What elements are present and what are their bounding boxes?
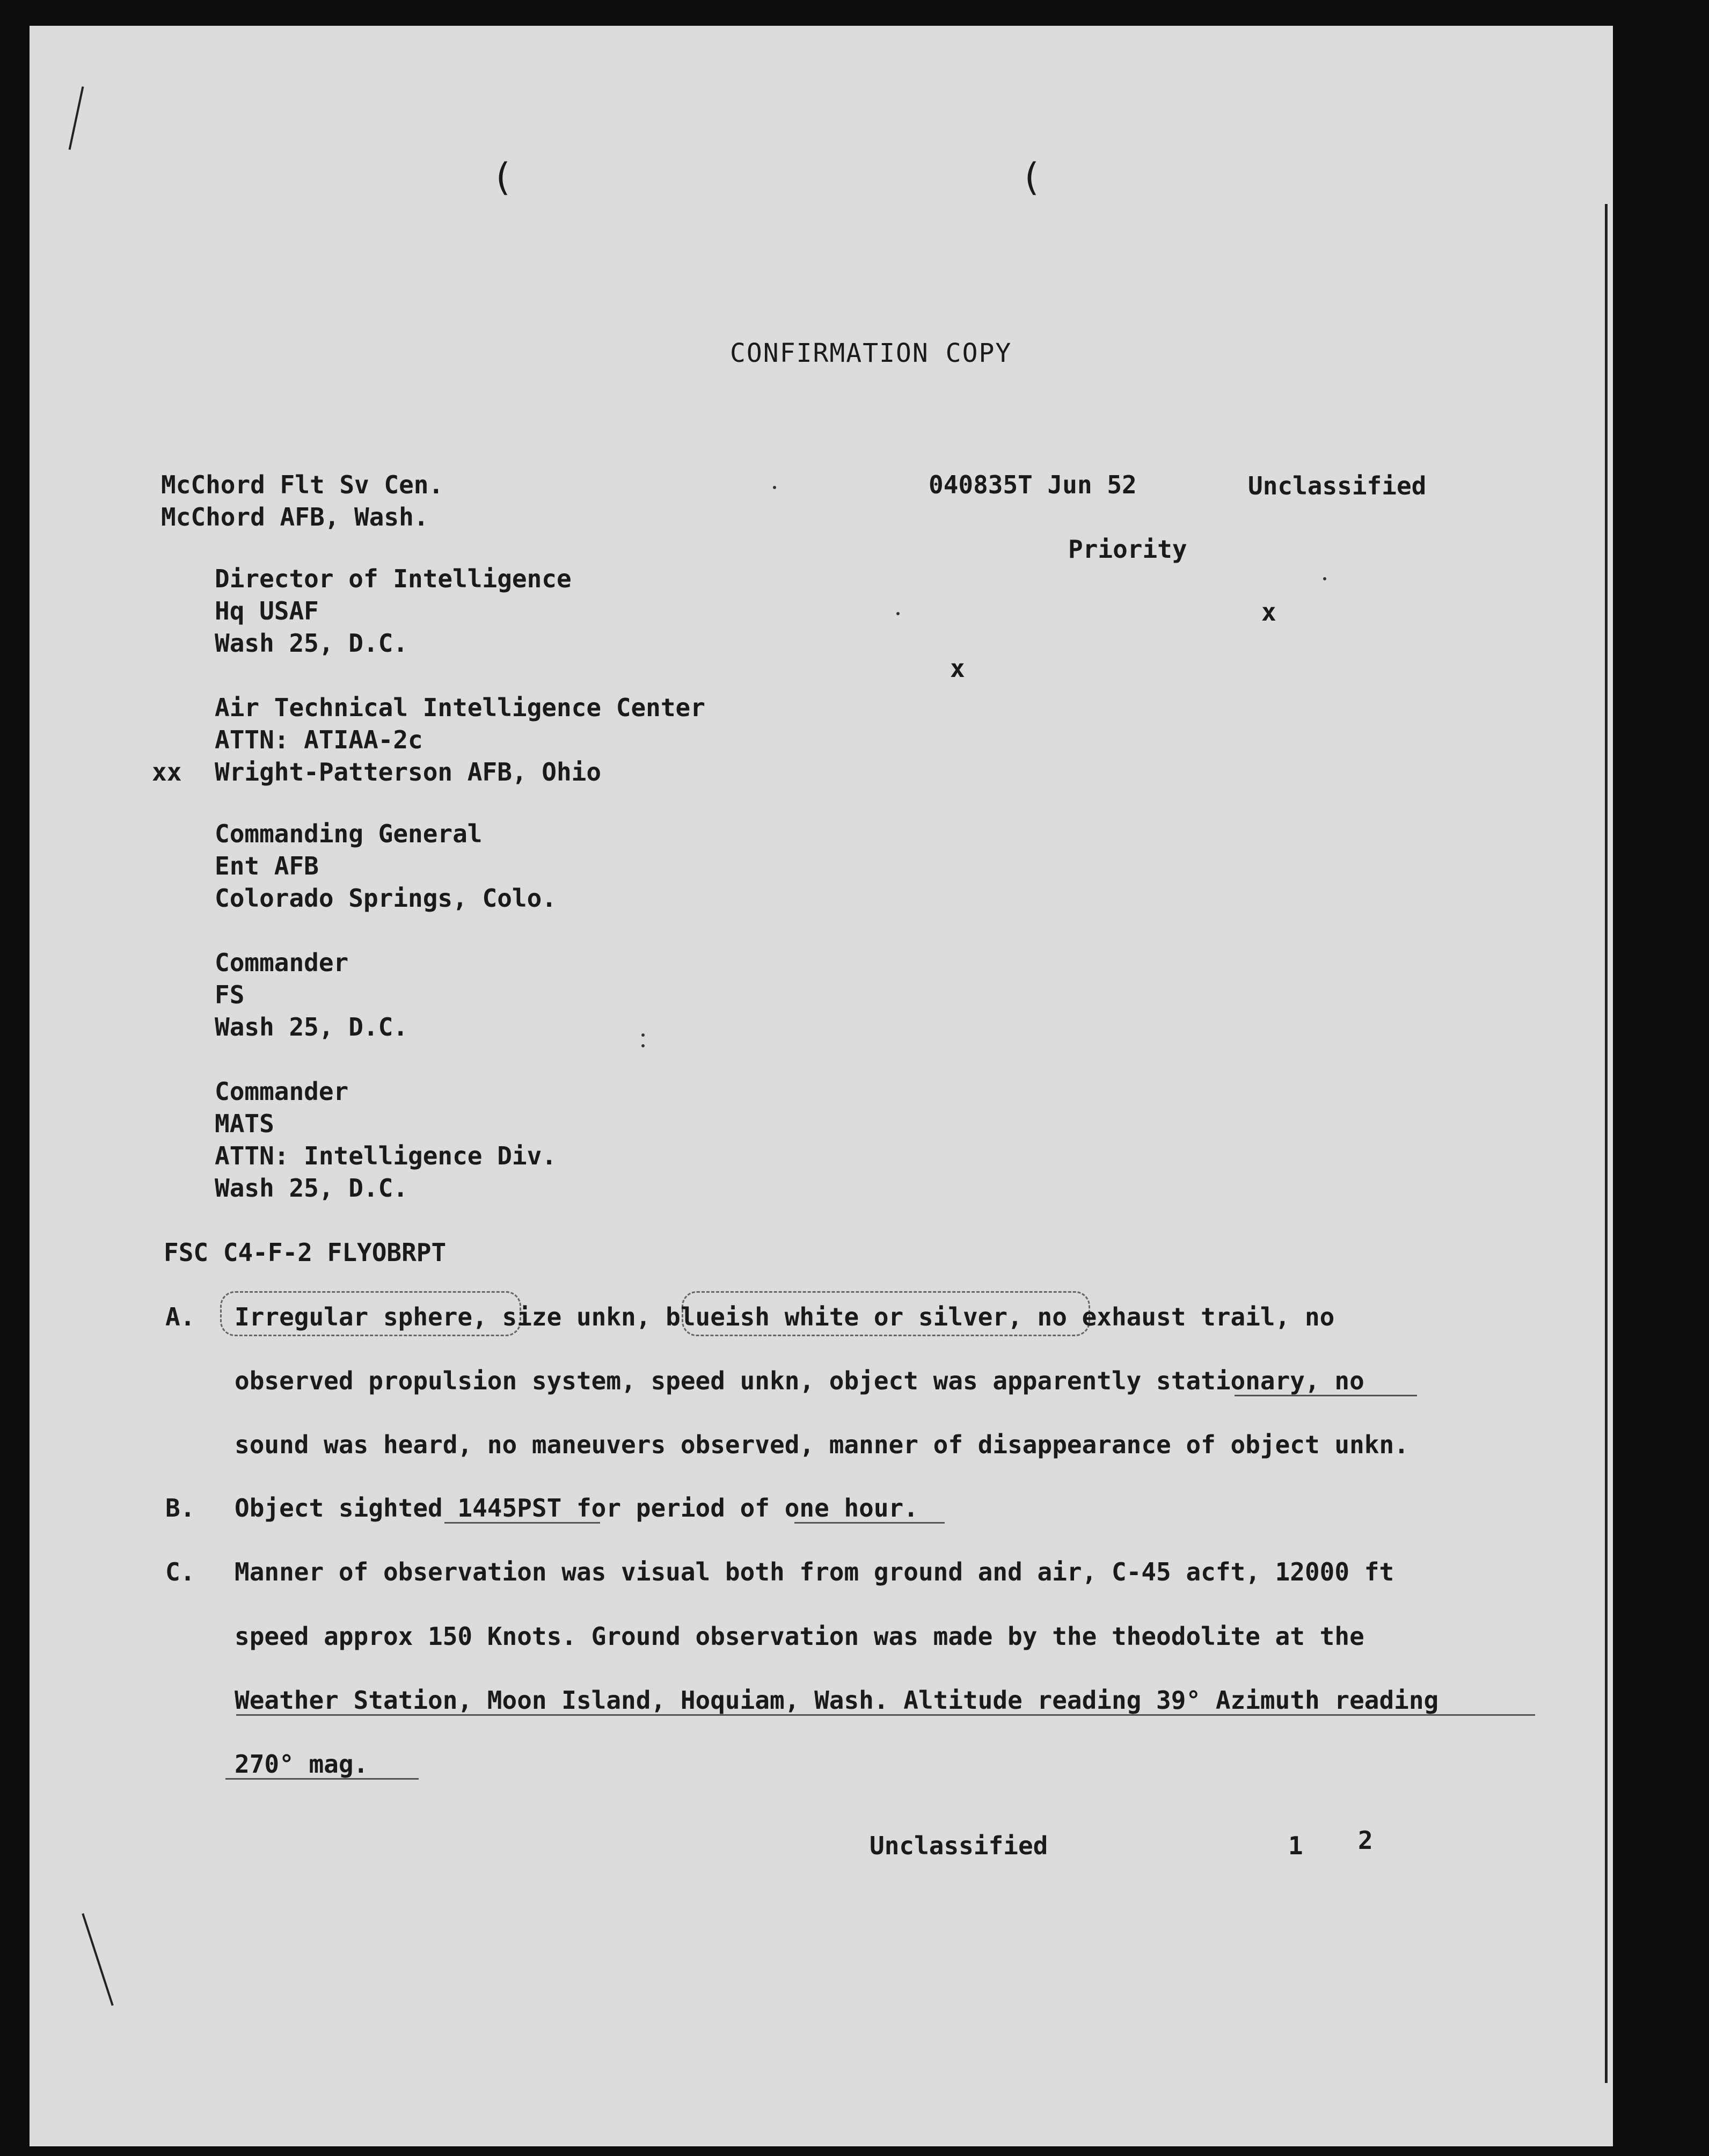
- addressee-4-line-2: FS: [215, 980, 245, 1009]
- speck: [641, 1033, 645, 1037]
- addressee-2-line-3: Wright-Patterson AFB, Ohio: [215, 757, 602, 786]
- page-total: 2: [1358, 1826, 1373, 1855]
- speck: [641, 1044, 645, 1047]
- precedence: Priority: [1068, 535, 1187, 564]
- classification-top: Unclassified: [1248, 471, 1427, 500]
- action-mark: xx: [152, 757, 182, 786]
- scan-paren: (: [1020, 155, 1043, 199]
- addressee-2-line-2: ATTN: ATIAA-2c: [215, 725, 423, 754]
- speck: [1323, 577, 1326, 580]
- addressee-1-line-3: Wash 25, D.C.: [215, 629, 408, 658]
- from-line-1: McChord Flt Sv Cen.: [161, 470, 444, 499]
- para-c-line-4: 270° mag.: [235, 1750, 369, 1779]
- addressee-5-line-3: ATTN: Intelligence Div.: [215, 1141, 557, 1170]
- para-a-line-3: sound was heard, no maneuvers observed, manner of disappearance of object unkn.: [235, 1430, 1409, 1459]
- date-time-group: 040835T Jun 52: [929, 470, 1137, 499]
- hand-underline: [444, 1522, 600, 1524]
- from-line-2: McChord AFB, Wash.: [161, 502, 429, 531]
- addressee-5-line-1: Commander: [215, 1077, 349, 1106]
- hand-underline: [236, 1714, 1535, 1716]
- check-mark: x: [1261, 598, 1276, 627]
- addressee-3-line-3: Colorado Springs, Colo.: [215, 884, 557, 913]
- para-b-label: B.: [165, 1494, 195, 1523]
- addressee-5-line-4: Wash 25, D.C.: [215, 1174, 408, 1203]
- hand-underline: [225, 1778, 419, 1780]
- addressee-4-line-1: Commander: [215, 948, 349, 977]
- para-a-label: A.: [165, 1302, 195, 1331]
- addressee-4-line-3: Wash 25, D.C.: [215, 1013, 408, 1041]
- addressee-1-line-2: Hq USAF: [215, 596, 319, 625]
- page-number: 1: [1288, 1831, 1303, 1860]
- para-c-line-2: speed approx 150 Knots. Ground observation was made by the theodolite at the: [235, 1622, 1364, 1651]
- hand-underline: [794, 1522, 945, 1524]
- classification-bottom: Unclassified: [870, 1831, 1048, 1860]
- para-b-line-1: Object sighted 1445PST for period of one hour.: [235, 1494, 918, 1523]
- addressee-2-line-1: Air Technical Intelligence Center: [215, 693, 705, 722]
- addressee-5-line-2: MATS: [215, 1109, 274, 1138]
- addressee-3-line-2: Ent AFB: [215, 851, 319, 880]
- para-c-label: C.: [165, 1557, 195, 1586]
- para-c-line-3: Weather Station, Moon Island, Hoquiam, Wash. Altitude reading 39° Azimuth reading: [235, 1686, 1439, 1715]
- addressee-1-line-1: Director of Intelligence: [215, 564, 572, 593]
- speck: [773, 486, 776, 489]
- scan-paren: (: [491, 155, 514, 199]
- check-mark: x: [950, 654, 965, 683]
- para-a-line-1: Irregular sphere, size unkn, blueish white or silver, no exhaust trail, no: [235, 1302, 1335, 1331]
- speck: [896, 612, 900, 615]
- hand-underline: [1235, 1395, 1417, 1396]
- para-c-line-1: Manner of observation was visual both from ground and air, C-45 acft, 12000 ft: [235, 1557, 1394, 1586]
- message-reference: FSC C4-F-2 FLYOBRPT: [164, 1238, 447, 1267]
- para-a-line-2: observed propulsion system, speed unkn, object was apparently stationary, no: [235, 1366, 1364, 1395]
- page-edge-right: [1605, 204, 1608, 2083]
- page-title: CONFIRMATION COPY: [730, 338, 1012, 368]
- addressee-3-line-1: Commanding General: [215, 819, 483, 848]
